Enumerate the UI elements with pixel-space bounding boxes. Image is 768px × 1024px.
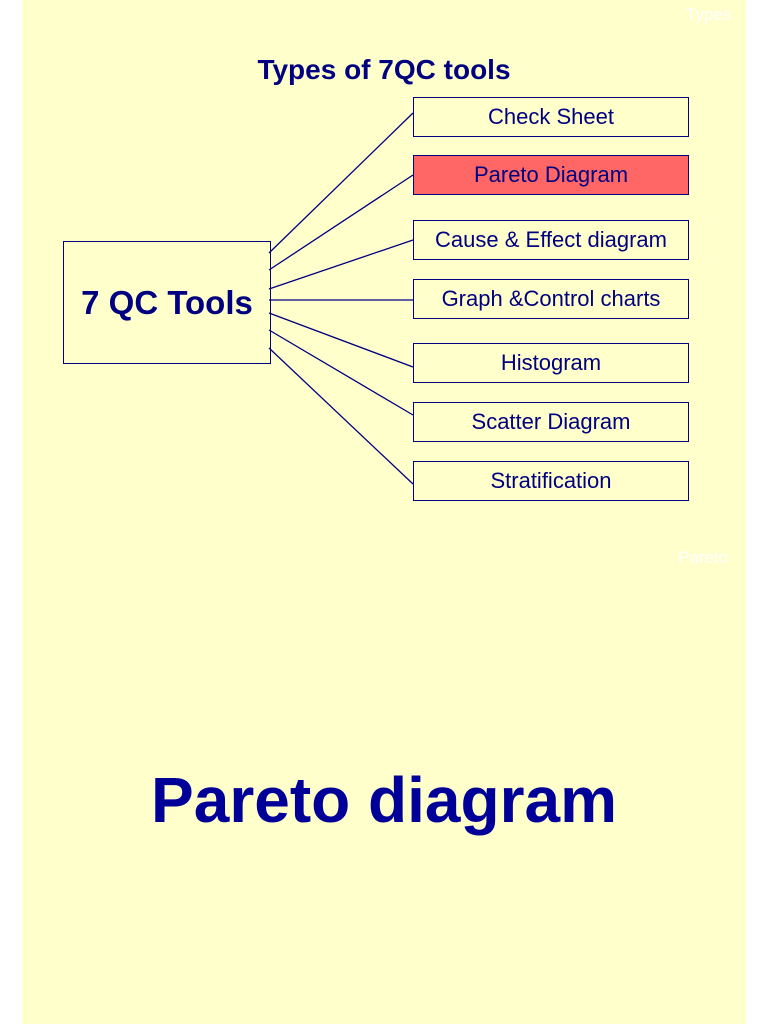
connector-pareto-diagram bbox=[269, 175, 413, 270]
connector-histogram bbox=[269, 313, 413, 367]
tool-box-check-sheet: Check Sheet bbox=[413, 97, 689, 137]
tool-box-scatter-diagram: Scatter Diagram bbox=[413, 402, 689, 442]
tool-box-stratification: Stratification bbox=[413, 461, 689, 501]
corner-tag-types: Types bbox=[686, 5, 732, 24]
connector-scatter-diagram bbox=[269, 330, 413, 415]
tool-box-pareto-diagram: Pareto Diagram bbox=[413, 155, 689, 195]
tool-box-cause-effect: Cause & Effect diagram bbox=[413, 220, 689, 260]
tool-box-graph-control: Graph &Control charts bbox=[413, 279, 689, 319]
connector-check-sheet bbox=[269, 113, 413, 253]
qc-tools-center-box: 7 QC Tools bbox=[63, 241, 271, 364]
connector-stratification bbox=[269, 348, 413, 484]
slide-page bbox=[22, 0, 746, 1024]
connector-cause-effect bbox=[269, 240, 413, 289]
slide-heading: Pareto diagram bbox=[151, 764, 617, 836]
diagram-title: Types of 7QC tools bbox=[257, 54, 511, 85]
corner-tag-pareto: Pareto bbox=[678, 548, 729, 567]
tool-box-histogram: Histogram bbox=[413, 343, 689, 383]
